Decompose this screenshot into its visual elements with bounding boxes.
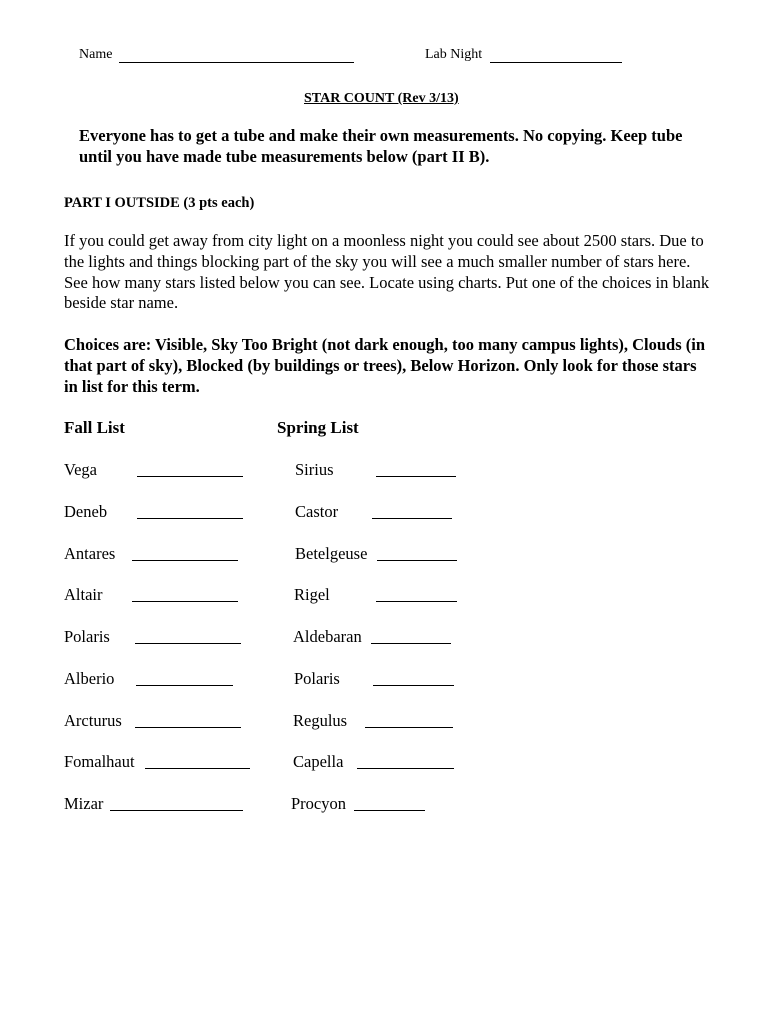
fall-star-blank[interactable] — [136, 685, 233, 686]
spring-star-blank[interactable] — [376, 476, 456, 477]
fall-star-name: Fomalhaut — [64, 752, 135, 771]
fall-star-blank[interactable] — [135, 643, 241, 644]
spring-star-blank[interactable] — [372, 518, 452, 519]
spring-star-name: Procyon — [291, 794, 346, 813]
spring-star-name: Betelgeuse — [295, 544, 368, 563]
part1-paragraph: If you could get away from city light on a moonless night you could see about 2500 stars. Due to the lights and things blocking part of the sky you will see a much smaller number of stars here. See how many stars listed below you can see. Locate using charts. Put one of the choices in blank beside star name. — [64, 231, 710, 313]
choices-text: Choices are: Visible, Sky Too Bright (not dark enough, too many campus lights), Clouds (in that part of sky), Blocked (by buildings or trees), Below Horizon. Only look for those stars in list for this term. — [64, 335, 706, 396]
name-label: Name — [79, 47, 113, 62]
spring-star-blank[interactable] — [365, 727, 453, 728]
fall-star-name: Deneb — [64, 502, 108, 521]
fall-star-name: Alberio — [64, 669, 115, 688]
fall-star-blank[interactable] — [110, 810, 243, 811]
fall-star-blank[interactable] — [137, 518, 243, 519]
lab-night-blank[interactable] — [490, 62, 622, 63]
fall-star-blank[interactable] — [135, 727, 241, 728]
fall-star-blank[interactable] — [137, 476, 243, 477]
spring-star-name: Rigel — [294, 585, 330, 604]
spring-list-heading: Spring List — [277, 418, 359, 437]
fall-list-heading: Fall List — [64, 418, 125, 437]
spring-star-name: Capella — [293, 752, 344, 771]
spring-star-name: Regulus — [293, 711, 348, 730]
spring-star-blank[interactable] — [357, 768, 454, 769]
fall-star-blank[interactable] — [132, 560, 238, 561]
fall-star-name: Antares — [64, 544, 116, 563]
name-blank[interactable] — [119, 62, 354, 63]
spring-star-name: Castor — [295, 502, 339, 521]
spring-star-blank[interactable] — [371, 643, 451, 644]
spring-star-name: Polaris — [294, 669, 340, 688]
spring-star-blank[interactable] — [376, 601, 457, 602]
fall-star-name: Vega — [64, 460, 97, 479]
spring-star-blank[interactable] — [354, 810, 425, 811]
lab-night-label: Lab Night — [425, 47, 483, 62]
spring-star-name: Aldebaran — [293, 627, 362, 646]
fall-star-name: Arcturus — [64, 711, 122, 730]
fall-star-blank[interactable] — [145, 768, 250, 769]
fall-star-name: Altair — [64, 585, 103, 604]
page-title: STAR COUNT (Rev 3/13) — [304, 91, 459, 106]
fall-star-name: Polaris — [64, 627, 110, 646]
spring-star-name: Sirius — [295, 460, 334, 479]
spring-star-blank[interactable] — [373, 685, 454, 686]
part1-heading: PART I OUTSIDE (3 pts each) — [64, 195, 255, 211]
spring-star-blank[interactable] — [377, 560, 457, 561]
instructions: Everyone has to get a tube and make their own measurements. No copying. Keep tube until you have made tube measurements below (part II B). — [79, 126, 683, 166]
fall-star-name: Mizar — [64, 794, 104, 813]
fall-star-blank[interactable] — [132, 601, 238, 602]
